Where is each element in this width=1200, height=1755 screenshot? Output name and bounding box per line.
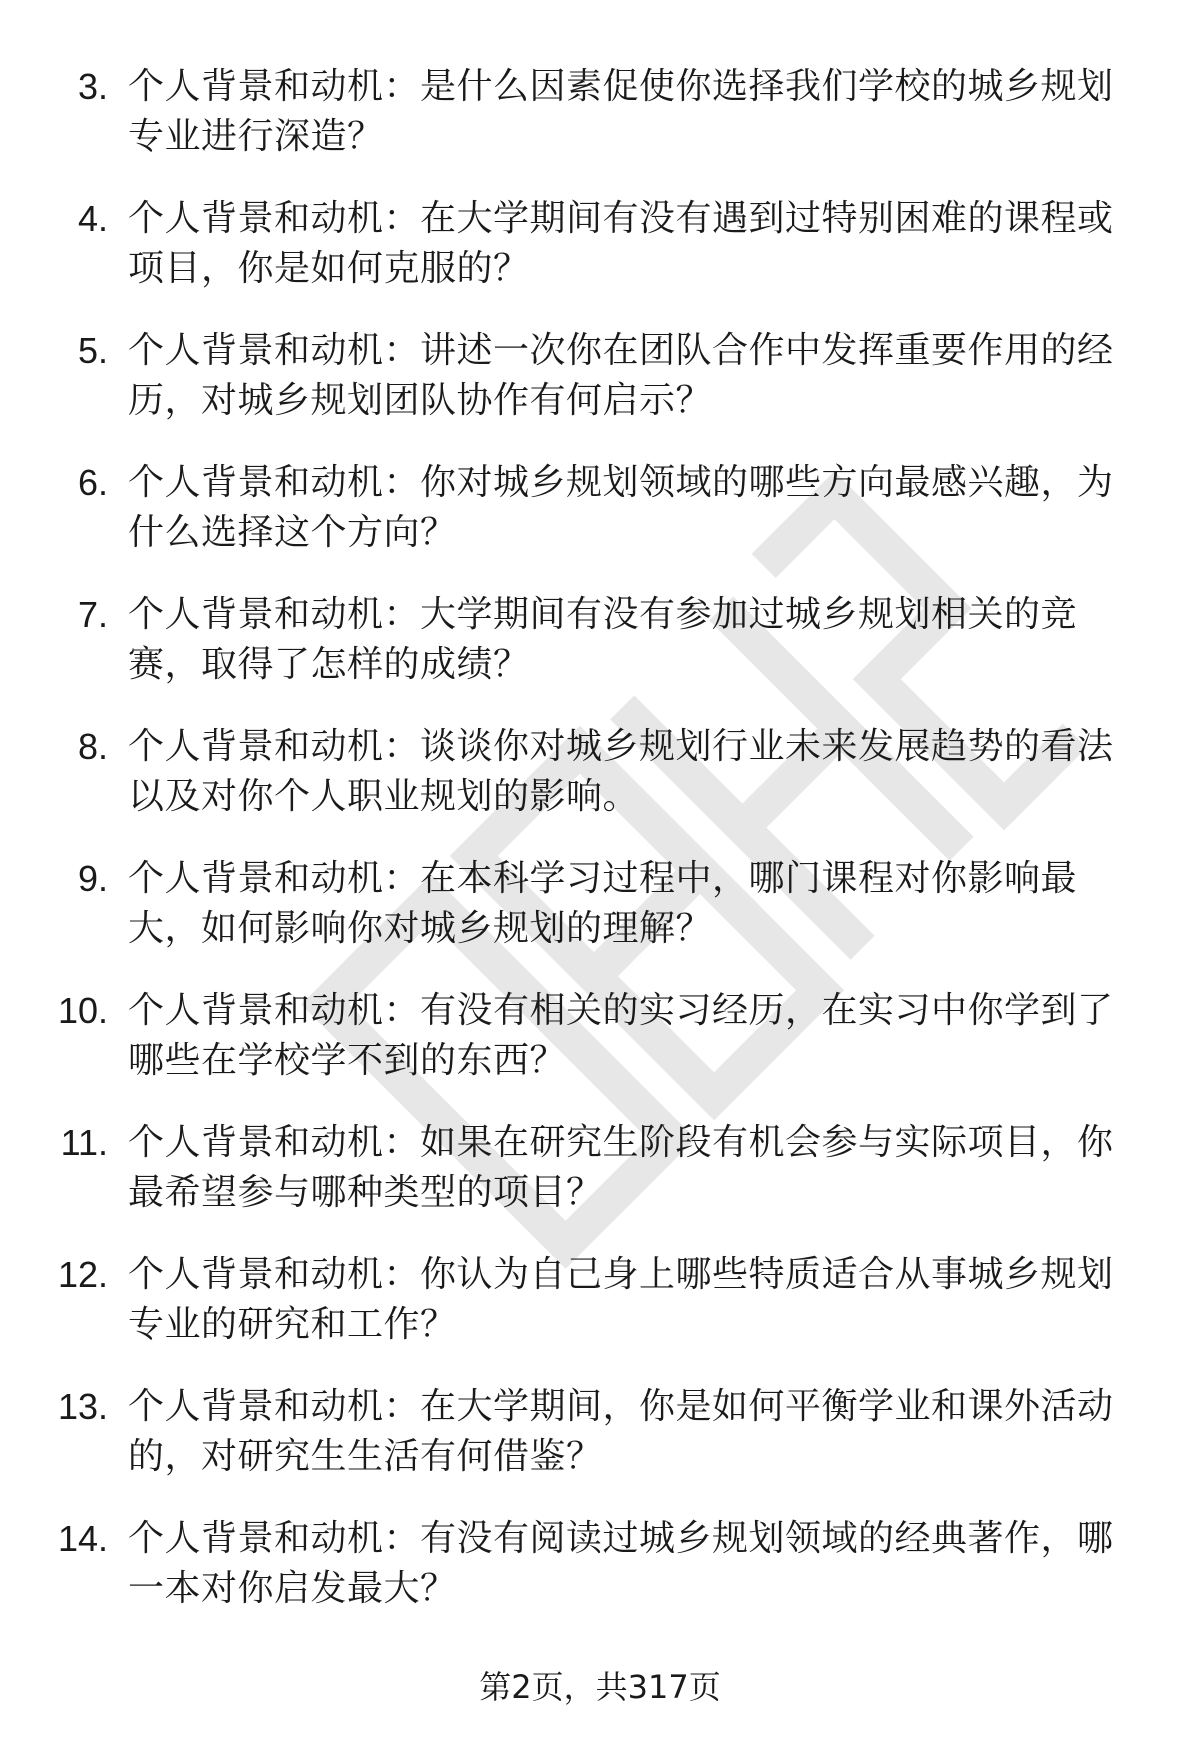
question-number: 11.	[60, 1122, 108, 1163]
list-item	[0, 590, 1200, 722]
question-number: 9.	[77, 858, 108, 899]
question-text: 个人背景和动机：在本科学习过程中，哪门课程对你影响最大，如何影响你对城乡规划的理解？	[128, 858, 1078, 949]
list-item	[0, 1118, 1200, 1250]
question-number: 8.	[77, 726, 108, 767]
question-text: 个人背景和动机：是什么因素促使你选择我们学校的城乡规划专业进行深造？	[128, 66, 1114, 157]
page-number-footer: 第2页，共317页	[479, 1668, 721, 1706]
question-text: 个人背景和动机：大学期间有没有参加过城乡规划相关的竞赛，取得了怎样的成绩？	[128, 594, 1078, 685]
list-item	[0, 1514, 1200, 1646]
list-item	[0, 194, 1200, 326]
list-item	[0, 722, 1200, 854]
question-number: 10.	[57, 990, 108, 1031]
list-item	[0, 986, 1200, 1118]
list-item	[0, 458, 1200, 590]
question-text: 个人背景和动机：你对城乡规划领域的哪些方向最感兴趣，为什么选择这个方向？	[128, 462, 1114, 553]
list-item	[0, 854, 1200, 986]
question-text: 个人背景和动机：在大学期间有没有遇到过特别困难的课程或项目，你是如何克服的？	[128, 198, 1114, 289]
question-number: 7.	[77, 594, 108, 635]
question-number: 4.	[77, 198, 108, 239]
question-text: 个人背景和动机：有没有相关的实习经历，在实习中你学到了哪些在学校学不到的东西？	[128, 990, 1114, 1081]
question-number: 12.	[57, 1254, 108, 1295]
question-text: 个人背景和动机：谈谈你对城乡规划行业未来发展趋势的看法以及对你个人职业规划的影响。	[128, 726, 1114, 817]
question-text: 个人背景和动机：有没有阅读过城乡规划领域的经典著作，哪一本对你启发最大？	[128, 1518, 1114, 1609]
question-text: 个人背景和动机：你认为自己身上哪些特质适合从事城乡规划专业的研究和工作？	[128, 1254, 1114, 1345]
list-item	[0, 62, 1200, 194]
question-number: 6.	[77, 462, 108, 503]
question-number: 5.	[77, 330, 108, 371]
question-text: 个人背景和动机：如果在研究生阶段有机会参与实际项目，你最希望参与哪种类型的项目？	[128, 1122, 1114, 1213]
list-item	[0, 1382, 1200, 1514]
question-list	[0, 62, 1200, 1646]
question-text: 个人背景和动机：讲述一次你在团队合作中发挥重要作用的经历，对城乡规划团队协作有何启示？	[128, 330, 1114, 421]
question-text: 个人背景和动机：在大学期间，你是如何平衡学业和课外活动的，对研究生生活有何借鉴？	[128, 1386, 1114, 1477]
question-number: 14.	[57, 1518, 108, 1559]
question-number: 13.	[57, 1386, 108, 1427]
list-item	[0, 326, 1200, 458]
question-number: 3.	[77, 66, 108, 107]
list-item	[0, 1250, 1200, 1382]
